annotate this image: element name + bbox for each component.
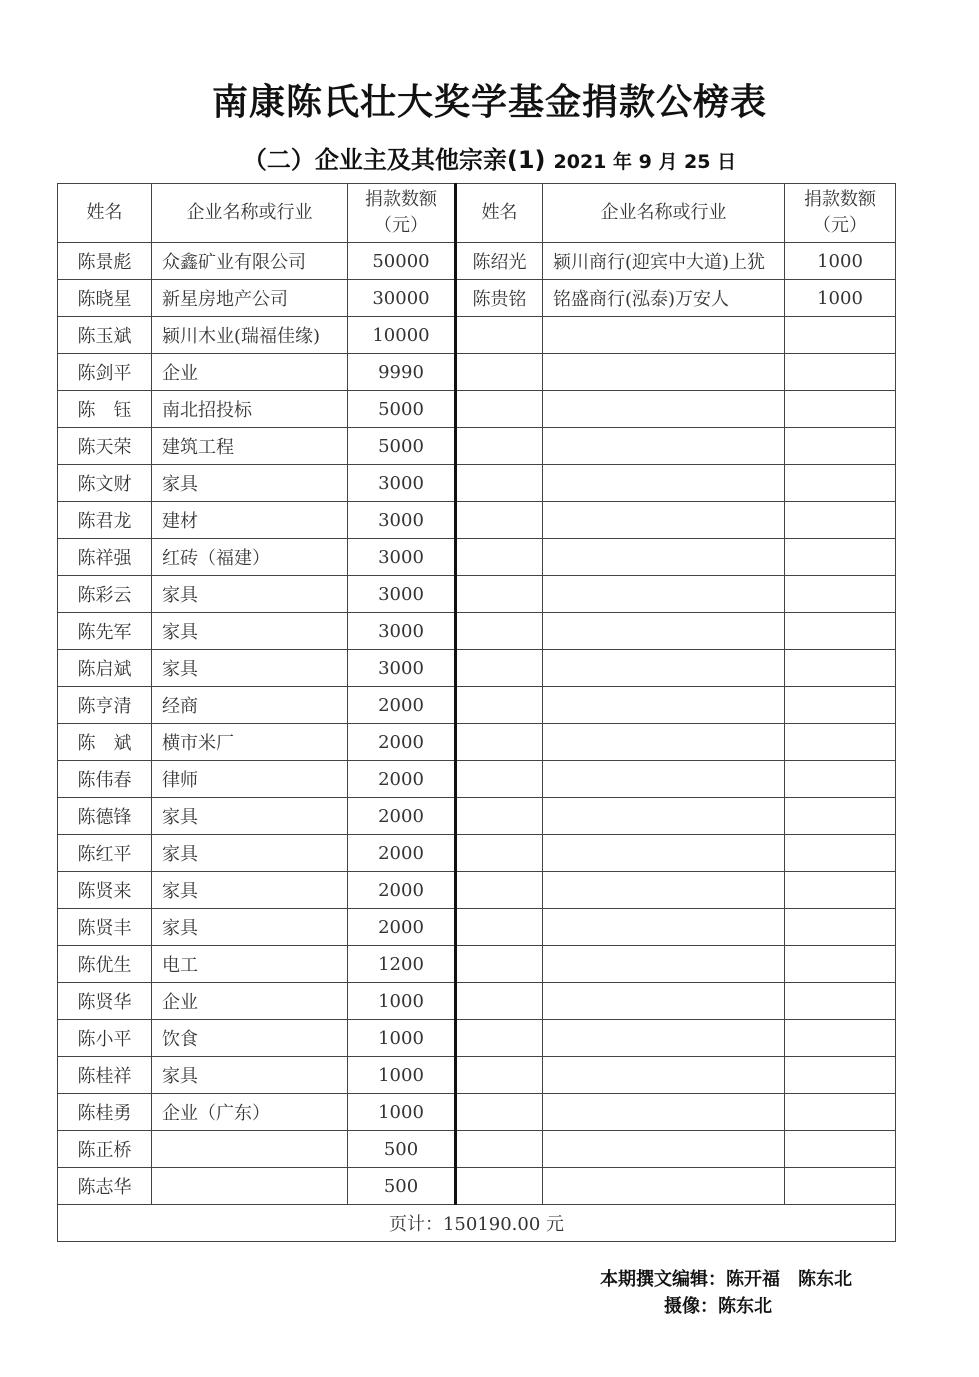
right-name-cell bbox=[456, 1094, 543, 1131]
left-company-cell: 饮食 bbox=[152, 1020, 348, 1057]
table-row bbox=[58, 1131, 896, 1168]
table-header-row bbox=[58, 184, 896, 243]
table-row bbox=[58, 465, 896, 502]
left-company-cell: 建筑工程 bbox=[152, 428, 348, 465]
left-company-cell bbox=[152, 1168, 348, 1205]
photo-name: 陈东北 bbox=[718, 1296, 772, 1317]
left-amount-cell: 3000 bbox=[348, 576, 456, 613]
left-name-cell: 陈德锋 bbox=[58, 798, 152, 835]
left-company-cell: 律师 bbox=[152, 761, 348, 798]
photo-line bbox=[600, 1293, 772, 1320]
table-row bbox=[58, 1020, 896, 1057]
right-name-cell bbox=[456, 317, 543, 354]
left-company-cell: 家具 bbox=[152, 576, 348, 613]
table-row bbox=[58, 761, 896, 798]
right-amount-cell bbox=[785, 909, 896, 946]
right-amount-cell bbox=[785, 1168, 896, 1205]
right-amount-cell bbox=[785, 428, 896, 465]
left-name-cell: 陈志华 bbox=[58, 1168, 152, 1205]
left-name-cell: 陈玉斌 bbox=[58, 317, 152, 354]
left-company-cell: 南北招投标 bbox=[152, 391, 348, 428]
left-amount-cell: 3000 bbox=[348, 539, 456, 576]
right-name-cell bbox=[456, 576, 543, 613]
right-company-cell bbox=[543, 650, 785, 687]
left-amount-cell: 500 bbox=[348, 1131, 456, 1168]
table-row bbox=[58, 1168, 896, 1205]
left-amount-cell: 5000 bbox=[348, 428, 456, 465]
left-amount-cell: 1000 bbox=[348, 1057, 456, 1094]
right-company-cell bbox=[543, 872, 785, 909]
header-name: 姓名 bbox=[58, 184, 152, 243]
right-company-cell bbox=[543, 1020, 785, 1057]
right-amount-cell bbox=[785, 354, 896, 391]
left-amount-cell: 9990 bbox=[348, 354, 456, 391]
right-amount-cell bbox=[785, 724, 896, 761]
right-name-cell bbox=[456, 1057, 543, 1094]
left-name-cell: 陈贤华 bbox=[58, 983, 152, 1020]
editor-name-1: 陈开福 bbox=[726, 1269, 780, 1290]
right-amount-cell bbox=[785, 761, 896, 798]
right-company-cell bbox=[543, 835, 785, 872]
credits bbox=[600, 1266, 852, 1320]
left-company-cell: 电工 bbox=[152, 946, 348, 983]
donation-table bbox=[57, 183, 896, 1242]
right-company-cell: 铭盛商行(泓泰)万安人 bbox=[543, 280, 785, 317]
left-company-cell: 家具 bbox=[152, 465, 348, 502]
left-name-cell: 陈正桥 bbox=[58, 1131, 152, 1168]
table-row bbox=[58, 428, 896, 465]
left-name-cell: 陈伟春 bbox=[58, 761, 152, 798]
right-amount-cell bbox=[785, 687, 896, 724]
right-company-cell bbox=[543, 391, 785, 428]
table-row bbox=[58, 502, 896, 539]
right-name-cell bbox=[456, 983, 543, 1020]
page-title: 南康陈氏壮大奖学基金捐款公榜表 bbox=[211, 82, 767, 123]
left-company-cell: 家具 bbox=[152, 613, 348, 650]
editor-label: 本期撰文编辑： bbox=[600, 1269, 726, 1290]
right-company-cell bbox=[543, 1131, 785, 1168]
right-name-cell bbox=[456, 1131, 543, 1168]
right-company-cell bbox=[543, 687, 785, 724]
right-name-cell bbox=[456, 613, 543, 650]
left-name-cell: 陈景彪 bbox=[58, 243, 152, 280]
right-amount-cell bbox=[785, 576, 896, 613]
left-amount-cell: 500 bbox=[348, 1168, 456, 1205]
right-company-cell bbox=[543, 798, 785, 835]
right-amount-cell bbox=[785, 391, 896, 428]
right-company-cell bbox=[543, 576, 785, 613]
right-amount-cell bbox=[785, 502, 896, 539]
left-amount-cell: 3000 bbox=[348, 613, 456, 650]
left-amount-cell: 1000 bbox=[348, 1094, 456, 1131]
left-company-cell: 家具 bbox=[152, 909, 348, 946]
left-amount-cell: 5000 bbox=[348, 391, 456, 428]
date-text: 2021 年 9 月 25 日 bbox=[553, 151, 737, 173]
right-name-cell bbox=[456, 872, 543, 909]
left-company-cell: 横市米厂 bbox=[152, 724, 348, 761]
right-name-cell bbox=[456, 650, 543, 687]
left-name-cell: 陈彩云 bbox=[58, 576, 152, 613]
header-amount-right bbox=[785, 184, 896, 243]
left-amount-cell: 2000 bbox=[348, 798, 456, 835]
left-amount-cell: 3000 bbox=[348, 502, 456, 539]
editor-name-2: 陈东北 bbox=[798, 1269, 852, 1290]
right-name-cell bbox=[456, 724, 543, 761]
left-name-cell: 陈启斌 bbox=[58, 650, 152, 687]
right-name-cell bbox=[456, 391, 543, 428]
left-amount-cell: 2000 bbox=[348, 687, 456, 724]
left-name-cell: 陈君龙 bbox=[58, 502, 152, 539]
header-amount-line1: 捐款数额 bbox=[365, 189, 437, 210]
left-name-cell: 陈 钰 bbox=[58, 391, 152, 428]
left-name-cell: 陈贤来 bbox=[58, 872, 152, 909]
right-amount-cell bbox=[785, 835, 896, 872]
left-amount-cell: 1000 bbox=[348, 983, 456, 1020]
left-amount-cell: 2000 bbox=[348, 835, 456, 872]
right-company-cell bbox=[543, 428, 785, 465]
left-company-cell: 企业 bbox=[152, 354, 348, 391]
table-row bbox=[58, 539, 896, 576]
left-amount-cell: 50000 bbox=[348, 243, 456, 280]
header-name-right: 姓名 bbox=[456, 184, 543, 243]
right-company-cell bbox=[543, 539, 785, 576]
right-name-cell bbox=[456, 835, 543, 872]
subtitle-text: （二）企业主及其他宗亲(1) bbox=[242, 146, 546, 174]
left-amount-cell: 30000 bbox=[348, 280, 456, 317]
right-amount-cell bbox=[785, 983, 896, 1020]
right-company-cell bbox=[543, 724, 785, 761]
left-name-cell: 陈小平 bbox=[58, 1020, 152, 1057]
header-company-right: 企业名称或行业 bbox=[543, 184, 785, 243]
table-row bbox=[58, 317, 896, 354]
right-amount-cell bbox=[785, 872, 896, 909]
right-name-cell: 陈贵铭 bbox=[456, 280, 543, 317]
header-amount-line2: （元） bbox=[374, 215, 428, 236]
right-name-cell bbox=[456, 761, 543, 798]
right-name-cell bbox=[456, 1168, 543, 1205]
table-row bbox=[58, 835, 896, 872]
left-amount-cell: 2000 bbox=[348, 872, 456, 909]
photo-label: 摄像： bbox=[664, 1296, 718, 1317]
right-name-cell bbox=[456, 539, 543, 576]
right-company-cell bbox=[543, 317, 785, 354]
table-row bbox=[58, 650, 896, 687]
right-company-cell bbox=[543, 1168, 785, 1205]
left-company-cell: 经商 bbox=[152, 687, 348, 724]
left-name-cell: 陈亨清 bbox=[58, 687, 152, 724]
right-name-cell bbox=[456, 687, 543, 724]
table-row bbox=[58, 576, 896, 613]
left-amount-cell: 10000 bbox=[348, 317, 456, 354]
left-name-cell: 陈先军 bbox=[58, 613, 152, 650]
right-name-cell bbox=[456, 465, 543, 502]
left-company-cell: 新星房地产公司 bbox=[152, 280, 348, 317]
right-company-cell bbox=[543, 946, 785, 983]
left-company-cell: 企业（广东） bbox=[152, 1094, 348, 1131]
table-row bbox=[58, 1057, 896, 1094]
table-row bbox=[58, 946, 896, 983]
right-name-cell bbox=[456, 946, 543, 983]
left-company-cell: 众鑫矿业有限公司 bbox=[152, 243, 348, 280]
table-row bbox=[58, 280, 896, 317]
right-amount-cell bbox=[785, 539, 896, 576]
left-name-cell: 陈桂勇 bbox=[58, 1094, 152, 1131]
right-amount-cell bbox=[785, 1057, 896, 1094]
left-name-cell: 陈祥强 bbox=[58, 539, 152, 576]
left-company-cell: 颍川木业(瑞福佳缘) bbox=[152, 317, 348, 354]
left-company-cell: 家具 bbox=[152, 872, 348, 909]
right-amount-cell: 1000 bbox=[785, 280, 896, 317]
left-amount-cell: 2000 bbox=[348, 761, 456, 798]
right-amount-cell bbox=[785, 1131, 896, 1168]
table-row bbox=[58, 613, 896, 650]
table-row bbox=[58, 687, 896, 724]
right-amount-cell bbox=[785, 317, 896, 354]
right-company-cell bbox=[543, 909, 785, 946]
right-company-cell bbox=[543, 1094, 785, 1131]
left-amount-cell: 1000 bbox=[348, 1020, 456, 1057]
left-name-cell: 陈 斌 bbox=[58, 724, 152, 761]
right-amount-cell bbox=[785, 465, 896, 502]
right-amount-cell bbox=[785, 650, 896, 687]
right-name-cell bbox=[456, 1020, 543, 1057]
left-name-cell: 陈剑平 bbox=[58, 354, 152, 391]
right-name-cell bbox=[456, 909, 543, 946]
table-row bbox=[58, 1094, 896, 1131]
right-company-cell bbox=[543, 1057, 785, 1094]
header-amount bbox=[348, 184, 456, 243]
left-name-cell: 陈晓星 bbox=[58, 280, 152, 317]
table-row bbox=[58, 872, 896, 909]
left-company-cell: 红砖（福建） bbox=[152, 539, 348, 576]
left-company-cell bbox=[152, 1131, 348, 1168]
total-row bbox=[58, 1205, 896, 1242]
right-company-cell: 颍川商行(迎宾中大道)上犹 bbox=[543, 243, 785, 280]
left-company-cell: 家具 bbox=[152, 650, 348, 687]
right-amount-cell bbox=[785, 946, 896, 983]
left-amount-cell: 1200 bbox=[348, 946, 456, 983]
left-company-cell: 家具 bbox=[152, 798, 348, 835]
table-row bbox=[58, 909, 896, 946]
right-company-cell bbox=[543, 465, 785, 502]
table-row bbox=[58, 798, 896, 835]
table-row bbox=[58, 391, 896, 428]
right-company-cell bbox=[543, 502, 785, 539]
left-company-cell: 家具 bbox=[152, 1057, 348, 1094]
page-subtitle bbox=[0, 140, 979, 175]
right-amount-cell bbox=[785, 1020, 896, 1057]
right-company-cell bbox=[543, 983, 785, 1020]
right-amount-cell bbox=[785, 798, 896, 835]
right-name-cell bbox=[456, 428, 543, 465]
left-name-cell: 陈贤丰 bbox=[58, 909, 152, 946]
right-amount-cell bbox=[785, 1094, 896, 1131]
left-company-cell: 企业 bbox=[152, 983, 348, 1020]
right-name-cell bbox=[456, 502, 543, 539]
left-name-cell: 陈天荣 bbox=[58, 428, 152, 465]
right-amount-cell: 1000 bbox=[785, 243, 896, 280]
right-name-cell bbox=[456, 798, 543, 835]
left-name-cell: 陈文财 bbox=[58, 465, 152, 502]
left-name-cell: 陈红平 bbox=[58, 835, 152, 872]
right-company-cell bbox=[543, 354, 785, 391]
table-row bbox=[58, 354, 896, 391]
header-amount-line1-right: 捐款数额 bbox=[804, 189, 876, 210]
left-company-cell: 建材 bbox=[152, 502, 348, 539]
left-name-cell: 陈桂祥 bbox=[58, 1057, 152, 1094]
left-amount-cell: 2000 bbox=[348, 724, 456, 761]
header-amount-line2-right: （元） bbox=[813, 215, 867, 236]
left-amount-cell: 3000 bbox=[348, 465, 456, 502]
table-row bbox=[58, 983, 896, 1020]
editor-line bbox=[600, 1266, 852, 1293]
table-row bbox=[58, 243, 896, 280]
right-amount-cell bbox=[785, 613, 896, 650]
right-company-cell bbox=[543, 761, 785, 798]
right-name-cell bbox=[456, 354, 543, 391]
header-company: 企业名称或行业 bbox=[152, 184, 348, 243]
page-total: 页计：150190.00 元 bbox=[58, 1205, 896, 1242]
right-company-cell bbox=[543, 613, 785, 650]
table-row bbox=[58, 724, 896, 761]
left-amount-cell: 3000 bbox=[348, 650, 456, 687]
left-amount-cell: 2000 bbox=[348, 909, 456, 946]
left-name-cell: 陈优生 bbox=[58, 946, 152, 983]
left-company-cell: 家具 bbox=[152, 835, 348, 872]
right-name-cell: 陈绍光 bbox=[456, 243, 543, 280]
